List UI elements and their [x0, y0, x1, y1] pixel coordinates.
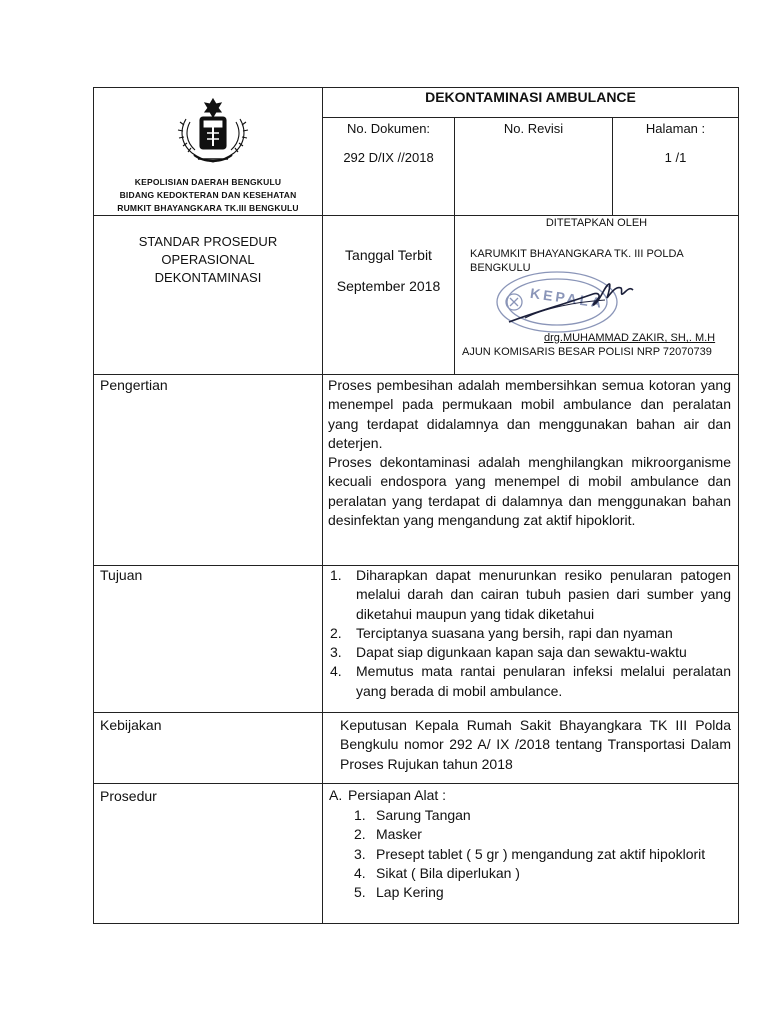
pengertian-paragraph-2: Proses dekontaminasi adalah menghilangkan mikroorganisme kecuali endospora yang menempel di mobil ambulance dan peralatan yang terdapat di dalamnya dan menggunakan bahan desinfektan yang mengandung zat aktif hipoklorit.: [328, 454, 731, 528]
list-number: 3.: [354, 845, 366, 862]
tanggal-divider: [454, 215, 455, 375]
karumkit-line-1: KARUMKIT BHAYANGKARA TK. III POLDA: [470, 248, 684, 260]
list-item: [330, 566, 731, 624]
signature-icon: [505, 278, 635, 328]
list-text: Diharapkan dapat menurunkan resiko penularan patogen melalui darah dan cairan tubuh pasien dari sumber yang diketahui maupun yang tidak diketahui: [356, 567, 731, 622]
header-title-divider: [322, 117, 739, 118]
org-line-2: BIDANG KEDOKTERAN DAN KESEHATAN: [119, 190, 297, 200]
list-item: [354, 806, 731, 825]
prosedur-section-title: Persiapan Alat :: [348, 787, 447, 803]
police-emblem-icon: [172, 95, 254, 167]
kebijakan-bottom-border: [93, 783, 739, 784]
list-item: [330, 662, 731, 701]
list-text: Lap Kering: [376, 884, 444, 901]
halaman-label: Halaman :: [645, 121, 706, 136]
list-number: 4.: [330, 663, 342, 680]
list-number: 3.: [330, 644, 342, 661]
list-number: 1.: [354, 807, 366, 823]
list-item: [354, 883, 731, 902]
list-text: Sikat ( Bila diperlukan ): [376, 864, 520, 881]
list-item: [354, 845, 731, 864]
signer-name: drg.MUHAMMAD ZAKIR, SH,. M.H: [544, 332, 716, 344]
prosedur-label: Prosedur: [100, 788, 157, 804]
no-dokumen-value: 292 D/IX //2018: [343, 150, 434, 165]
list-number: 4.: [354, 864, 366, 881]
list-number: 1.: [330, 567, 342, 583]
header-bottom-border: [93, 215, 739, 216]
prosedur-list: [354, 806, 731, 902]
no-dokumen-label: No. Dokumen:: [346, 121, 431, 136]
prosedur-section-letter: A.: [329, 787, 343, 803]
ditetapkan-oleh: DITETAPKAN OLEH: [545, 217, 648, 229]
org-line-1: KEPOLISIAN DAERAH BENGKULU: [134, 177, 282, 187]
list-text: Memutus mata rantai penularan infeksi melalui peralatan yang berada di mobil ambulance.: [356, 663, 731, 699]
pengertian-paragraph-1: Proses pembesihan adalah membersihkan semua kotoran yang menempel pada permukaan mobil ambulance dan peralatan yang terdapat didalamnya dan menggunakan bahan air dan deterjen.: [328, 377, 731, 451]
list-item: [354, 864, 731, 883]
list-text: Masker: [376, 826, 422, 843]
list-text: Presept tablet ( 5 gr ) mengandung zat aktif hipoklorit: [376, 845, 706, 862]
list-number: 2.: [354, 826, 366, 843]
spo-title-line-3: DEKONTAMINASI: [154, 270, 262, 285]
list-item: [354, 825, 731, 844]
table-column-divider: [322, 87, 323, 924]
document-title: DEKONTAMINASI AMBULANCE: [425, 89, 636, 105]
tujuan-bottom-border: [93, 712, 739, 713]
tanggal-terbit-value: September 2018: [336, 278, 441, 294]
spo-bottom-border: [93, 374, 739, 375]
no-revisi-label: No. Revisi: [503, 121, 564, 136]
halaman-value: 1 /1: [664, 150, 687, 165]
tujuan-list: [330, 566, 731, 701]
kebijakan-text: Keputusan Kepala Rumah Sakit Bhayangkara TK III Polda Bengkulu nomor 292 A/ IX /2018 tentang Transportasi Dalam Proses Rujukan tahun 2018: [340, 717, 731, 772]
spo-title-line-1: STANDAR PROSEDUR: [138, 234, 278, 249]
table-bottom-border: [93, 923, 739, 924]
table-right-border: [738, 87, 739, 924]
pengertian-label: Pengertian: [100, 377, 168, 393]
tanggal-terbit-label: Tanggal Terbit: [345, 247, 432, 263]
spo-title-line-2: OPERASIONAL: [161, 252, 255, 267]
list-text: Terciptanya suasana yang bersih, rapi dan nyaman: [356, 624, 673, 641]
list-text: Dapat siap digunkaan kapan saja dan sewaktu-waktu: [356, 644, 687, 661]
list-item: [330, 624, 731, 643]
stamp-text: KEPALA: [529, 284, 606, 312]
kebijakan-label: Kebijakan: [100, 717, 162, 733]
tujuan-label: Tujuan: [100, 567, 143, 583]
list-text: Sarung Tangan: [376, 807, 471, 823]
karumkit-line-2: BENGKULU: [470, 262, 531, 274]
list-number: 2.: [330, 624, 342, 641]
list-number: 5.: [354, 884, 366, 901]
list-item: [330, 643, 731, 662]
signer-rank: AJUN KOMISARIS BESAR POLISI NRP 72070739: [462, 346, 712, 358]
org-line-3: RUMKIT BHAYANGKARA TK.III BENGKULU: [117, 203, 299, 213]
table-top-border: [93, 87, 739, 88]
